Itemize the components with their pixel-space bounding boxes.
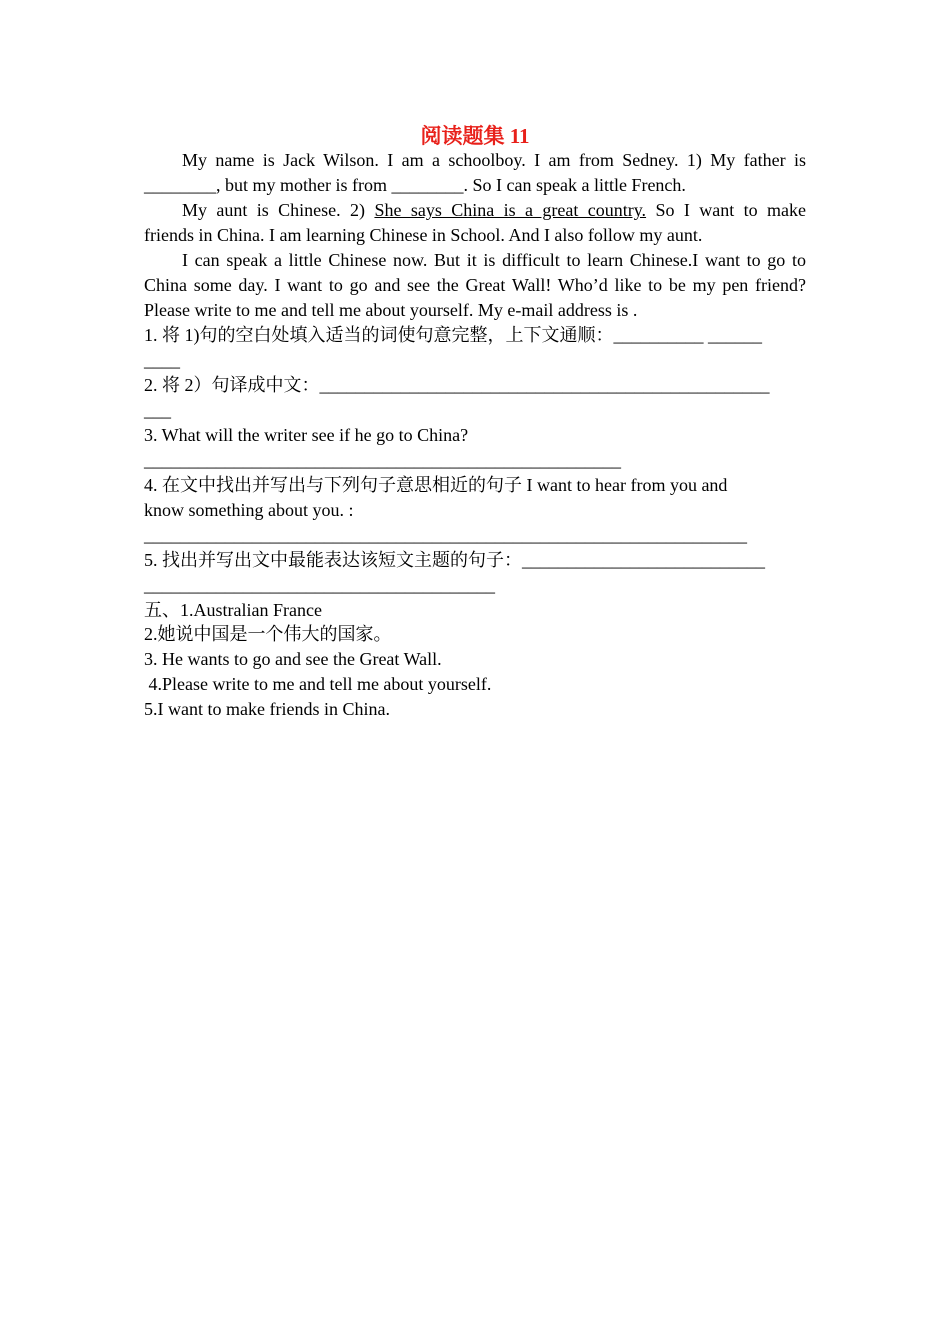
question-4: 4. 在文中找出并写出与下列句子意思相近的句子 I want to hear from you and	[144, 475, 728, 495]
passage-line	[182, 198, 806, 223]
answer-3: 3. He wants to go and see the Great Wall.	[144, 649, 442, 669]
passage-text: So I want to make	[646, 200, 806, 220]
answer-2: 2.她说中国是一个伟大的国家。	[144, 624, 392, 644]
question-2: 2. 将 2）句译成中文：__________________________________________________	[144, 375, 770, 395]
answer-1: 五、1.Australian France	[144, 600, 322, 620]
passage-line: China some day. I want to go and see the Great Wall! Who’d like to be my pen friend?	[144, 275, 806, 295]
question-3: 3. What will the writer see if he go to China?	[144, 425, 469, 445]
question-4-cont: know something about you. :	[144, 500, 354, 520]
question-1-blank: ____	[144, 350, 180, 370]
passage-line: ________, but my mother is from ________. So I can speak a little French.	[144, 175, 686, 195]
answer-4: 4.Please write to me and tell me about yourself.	[144, 674, 492, 694]
answer-5: 5.I want to make friends in China.	[144, 699, 390, 719]
question-2-blank: ___	[144, 400, 171, 420]
question-3-blank: _____________________________________________________	[144, 450, 621, 470]
passage-line: Please write to me and tell me about yourself. My e-mail address is .	[144, 300, 638, 320]
passage-line: I can speak a little Chinese now. But it is difficult to learn Chinese.I want to go to	[182, 250, 806, 270]
passage-line: My name is Jack Wilson. I am a schoolboy. I am from Sedney. 1) My father is	[182, 150, 806, 170]
underlined-sentence: She says China is a great country.	[374, 200, 647, 220]
question-5-blank: _______________________________________	[144, 575, 495, 595]
question-1: 1. 将 1)句的空白处填入适当的词使句意完整，上下文通顺：__________ ______	[144, 325, 762, 345]
passage-line: friends in China. I am learning Chinese in School. And I also follow my aunt.	[144, 225, 703, 245]
page-title: 阅读题集 11	[420, 124, 530, 148]
passage-text: My aunt is Chinese. 2)	[182, 200, 375, 220]
question-5: 5. 找出并写出文中最能表达该短文主题的句子：___________________________	[144, 550, 765, 570]
question-4-blank: ___________________________________________________________________	[144, 525, 747, 545]
